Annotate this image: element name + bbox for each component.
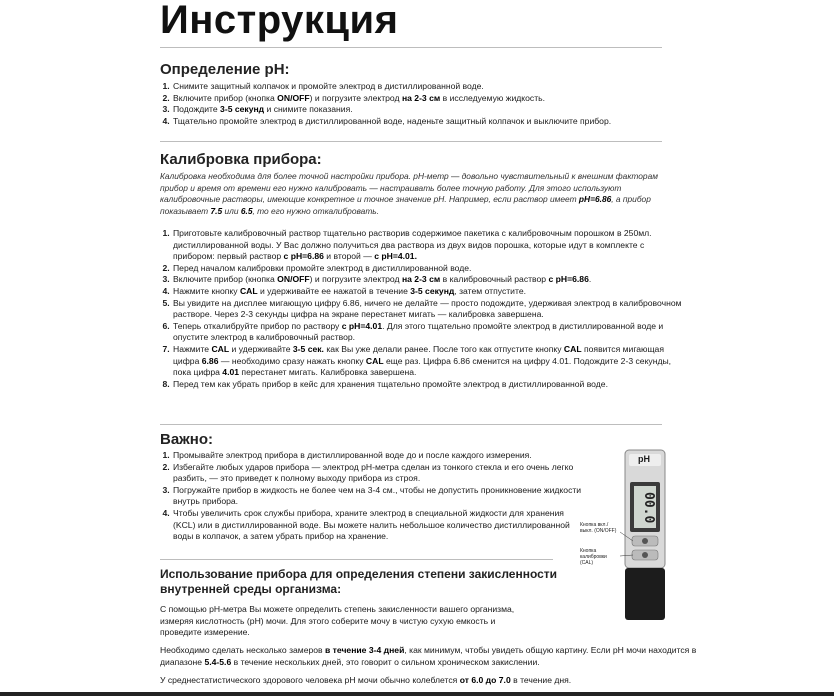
- emphasis: 5.4-5.6: [204, 656, 232, 667]
- list-item: 4. Тщательно промойте электрод в дистиллированной воде, наденьте защитный колпачок и выключите прибор.: [172, 116, 682, 128]
- important-heading: Важно:: [160, 431, 214, 448]
- important-list: [160, 450, 584, 543]
- ph-steps-list: [160, 81, 682, 127]
- emphasis: CAL: [239, 285, 258, 296]
- emphasis: с pH=6.86: [548, 274, 589, 285]
- emphasis: 3-5 сек.: [292, 343, 324, 354]
- emphasis: ON/OFF: [277, 274, 310, 285]
- emphasis: ON/OFF: [277, 92, 310, 103]
- list-item: 5. Вы увидите на дисплее мигающую цифру 6.86, ничего не делайте — просто подождите, удерживая электрод в калибровочном растворе. Через 2-3 секунды цифра на экране перестанет мигать — калибровка завершена.: [172, 298, 682, 321]
- emphasis: CAL: [211, 343, 230, 354]
- calibration-divider: [160, 424, 662, 425]
- usage-paragraph-2: Необходимо сделать несколько замеров в течение 3-4 дней, как минимум, чтобы увидеть общую картину. Если pH мочи находится в диапазоне 5.4-5.6 в течение нескольких дней, это говорит о сильном хроническом закислении.: [160, 645, 697, 667]
- list-item: 2. Включите прибор (кнопка ON/OFF) и погрузите электрод на 2-3 см в исследуемую жидкость.: [172, 93, 682, 105]
- emphasis: на 2-3 см: [401, 274, 441, 285]
- list-item: 7. Нажмите CAL и удерживайте 3-5 сек. как Вы уже делали ранее. После того как отпустите кнопку CAL появится мигающая цифра 6.86 — необходимо сразу нажать кнопку CAL еще раз. Цифра 6.86 сменится на цифру 4.01. Подождите 2-3 секунды, пока цифра 4.01 перестанет мигать. Калибровка завершена.: [172, 344, 682, 379]
- emphasis: на 2-3 см: [401, 92, 441, 103]
- emphasis: 3-5 секунд: [410, 285, 455, 296]
- list-item: 8. Перед тем как убрать прибор в кейс для хранения тщательно промойте электрод в дистиллированной воде.: [172, 379, 682, 391]
- emphasis: с pH=4.01: [341, 320, 383, 331]
- usage-heading: Использование прибора для определения степени закисленности внутренней среды организма:: [160, 567, 558, 596]
- calibration-steps-list: [160, 228, 682, 390]
- ph-section-divider: [160, 141, 662, 142]
- list-item: 3. Погружайте прибор в жидкость не более чем на 3-4 см., чтобы не допустить проникновение жидкости внутрь прибора.: [172, 485, 584, 508]
- onoff-callout: Кнопка вкл./выкл. (ON/OFF): [580, 522, 617, 534]
- list-item: 1. Снимите защитный колпачок и промойте электрод в дистиллированной воде.: [172, 81, 682, 93]
- ph-section-heading: Определение pH:: [160, 61, 290, 78]
- usage-paragraph-3: У среднестатистического здорового человека pH мочи обычно колеблется от 6.0 до 7.0 в течение дня.: [160, 675, 572, 685]
- list-item: 3. Включите прибор (кнопка ON/OFF) и погрузите электрод на 2-3 см в калибровочный раствор с pH=6.86.: [172, 274, 682, 286]
- page-title: Инструкция: [160, 0, 399, 42]
- emphasis: CAL: [365, 355, 384, 366]
- cal-callout: Кнопка калибровки (CAL): [580, 548, 607, 566]
- calibration-heading: Калибровка прибора:: [160, 151, 322, 168]
- bottom-border: [0, 692, 834, 696]
- list-item: 2. Избегайте любых ударов прибора — электрод pH-метра сделан из тонкого стекла и его очень легко разбить, — это приведет к полному выходу прибора из строя.: [172, 462, 584, 485]
- list-item: 4. Нажмите кнопку CAL и удерживайте ее нажатой в течение 3-5 секунд, затем отпустите.: [172, 286, 682, 298]
- emphasis: pH=6.86: [578, 194, 612, 205]
- emphasis: CAL: [563, 343, 582, 354]
- list-item: 1. Приготовьте калибровочный раствор тщательно растворив содержимое пакетика с калибровочным порошком в 250мл. дистиллированной воды. У Вас должно получиться два раствора из двух видов порошка, которые идут в комплекте с прибором: первый раствор с pH=6.86 и второй — с pH=4.01.: [172, 228, 682, 263]
- list-item: 3. Подождите 3-5 секунд и снимите показания.: [172, 104, 682, 116]
- emphasis: 4.01: [222, 367, 240, 378]
- device-ph-label: pH: [638, 454, 650, 464]
- list-item: 1. Промывайте электрод прибора в дистиллированной воде до и после каждого измерения.: [172, 450, 584, 462]
- emphasis: от 6.0 до 7.0: [459, 675, 511, 685]
- ph-meter-icon: [580, 444, 690, 624]
- calibration-intro: Калибровка необходима для более точной настройки прибора. pH-метр — довольно чувствительный к внешним факторам прибор и время от времени его нужно калибровать — настраивать более точную работу. Для этого используют калибровочные растворы, имеющие конкретное и точное значение pH. Например, если раствор имеет pH=6.86, а прибор показывает 7.5 или 6.5, то его нужно откалибровать.: [160, 171, 658, 216]
- list-item: 6. Теперь откалибруйте прибор по раствору с pH=4.01. Для этого тщательно промойте электрод в дистиллированной воде и опустите электрод в калибровочный раствор.: [172, 321, 682, 344]
- important-divider: [160, 559, 553, 560]
- list-item: 2. Перед началом калибровки промойте электрод в дистиллированной воде.: [172, 263, 682, 275]
- emphasis: 6.86: [201, 355, 219, 366]
- emphasis: в течение 3-4 дней: [325, 645, 405, 655]
- emphasis: 7.5: [210, 205, 223, 216]
- device-display-value: 00.0: [641, 492, 656, 524]
- emphasis: 6.5: [240, 205, 253, 216]
- ph-meter-illustration: [580, 444, 690, 624]
- emphasis: 3-5 секунд: [220, 104, 265, 115]
- title-divider: [160, 47, 662, 48]
- usage-paragraph-1: С помощью pH-метра Вы можете определить степень закисленности вашего организма, измеряя кислотность (pH) мочи. Для этого соберите мочу в чистую сухую емкость и проведите измерение.: [160, 604, 515, 638]
- list-item: 4. Чтобы увеличить срок службы прибора, храните электрод в специальной жидкости для хранения (KCL) или в дистиллированной воде. Вы можете налить небольшое количество дистиллированной воды в колпачок, а затем убрать прибор на хранение.: [172, 508, 584, 543]
- emphasis: с pH=6.86: [283, 251, 324, 262]
- emphasis: с pH=4.01.: [374, 251, 417, 262]
